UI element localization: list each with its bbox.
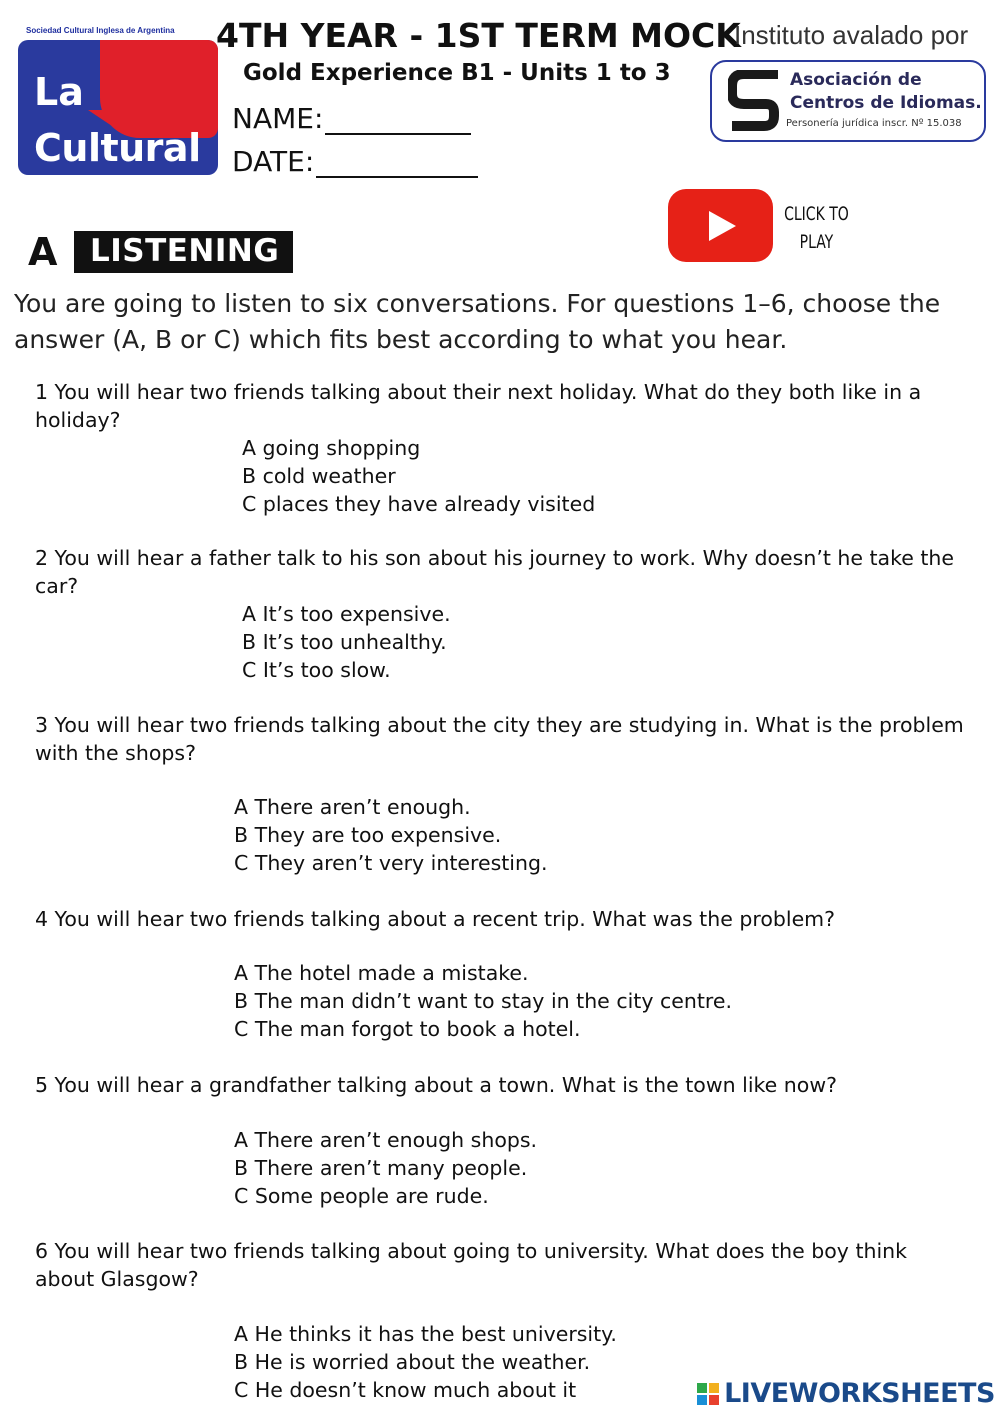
question-3 <box>35 711 970 875</box>
liveworksheets-logo-icon <box>697 1383 719 1405</box>
question-text: 3 You will hear two friends talking about the city they are studying in. What is the problem with the shops? <box>35 713 964 765</box>
option-c[interactable]: C They aren’t very interesting. <box>234 851 548 875</box>
option-c[interactable]: C Some people are rude. <box>234 1184 489 1208</box>
name-label: NAME: <box>232 102 324 135</box>
option-list <box>242 600 451 684</box>
option-c[interactable]: C He doesn’t know much about it <box>234 1378 577 1402</box>
question-5 <box>35 1071 970 1208</box>
endorsement-text: Instituto avalado por <box>734 20 969 50</box>
name-blank-line[interactable] <box>325 105 471 135</box>
option-b[interactable]: B He is worried about the weather. <box>234 1350 591 1374</box>
date-blank-line[interactable] <box>316 148 478 178</box>
logo-text-la: La <box>34 70 84 114</box>
option-c[interactable]: C It’s too slow. <box>242 658 391 682</box>
option-b[interactable]: B It’s too unhealthy. <box>242 630 447 654</box>
section-title: LISTENING <box>90 233 280 269</box>
question-4 <box>35 905 970 1041</box>
question-2 <box>35 544 970 682</box>
aci-name-line1: Asociación de <box>790 70 922 90</box>
page-subtitle: Gold Experience B1 - Units 1 to 3 <box>243 60 671 86</box>
audio-play-button[interactable] <box>668 189 773 262</box>
logo-small-caption: Sociedad Cultural Inglesa de Argentina <box>26 26 175 35</box>
play-icon <box>709 211 736 241</box>
aci-name-line2: Centros de Idiomas. <box>790 93 982 113</box>
option-list <box>234 959 732 1043</box>
option-list <box>242 434 595 518</box>
date-field <box>232 145 478 178</box>
la-cultural-logo <box>18 40 218 175</box>
option-a[interactable]: A He thinks it has the best university. <box>234 1322 617 1346</box>
option-list <box>234 793 548 877</box>
name-field <box>232 102 471 135</box>
aci-s-icon <box>728 70 782 132</box>
option-a[interactable]: A going shopping <box>242 436 421 460</box>
option-b[interactable]: B The man didn’t want to stay in the city centre. <box>234 989 732 1013</box>
option-list <box>234 1126 537 1210</box>
option-a[interactable]: A There aren’t enough shops. <box>234 1128 538 1152</box>
section-letter: A <box>28 230 58 274</box>
question-text: 5 You will hear a grandfather talking about a town. What is the town like now? <box>35 1073 837 1097</box>
liveworksheets-brand-text: LIVEWORKSHEETS <box>724 1378 995 1409</box>
option-list <box>234 1320 617 1404</box>
option-a[interactable]: A The hotel made a mistake. <box>234 961 529 985</box>
question-text: 6 You will hear two friends talking about going to university. What does the boy think about Glasgow? <box>35 1239 908 1291</box>
aci-registration: Personería jurídica inscr. Nº 15.038 <box>786 118 962 129</box>
option-c[interactable]: C The man forgot to book a hotel. <box>234 1017 581 1041</box>
aci-logo <box>710 60 986 142</box>
question-text: 4 You will hear two friends talking about a recent trip. What was the problem? <box>35 907 836 931</box>
liveworksheets-brand <box>697 1378 995 1409</box>
play-label: CLICK TO PLAY <box>784 203 849 253</box>
question-text: 2 You will hear a father talk to his son about his journey to work. Why doesn’t he take the car? <box>35 546 955 598</box>
page-title: 4TH YEAR - 1ST TERM MOCK <box>216 16 741 55</box>
section-instructions: You are going to listen to six conversations. For questions 1–6, choose the answer (A, B or C) which fits best according to what you hear. <box>14 289 941 354</box>
option-a[interactable]: A It’s too expensive. <box>242 602 451 626</box>
option-b[interactable]: B They are too expensive. <box>234 823 502 847</box>
question-text: 1 You will hear two friends talking about their next holiday. What do they both like in a holiday? <box>35 380 922 432</box>
option-b[interactable]: B There aren’t many people. <box>234 1156 528 1180</box>
option-c[interactable]: C places they have already visited <box>242 492 596 516</box>
question-1 <box>35 378 970 516</box>
date-label: DATE: <box>232 145 315 178</box>
option-b[interactable]: B cold weather <box>242 464 396 488</box>
section-title-box <box>74 231 293 273</box>
logo-text-cultural: Cultural <box>34 126 201 170</box>
option-a[interactable]: A There aren’t enough. <box>234 795 471 819</box>
